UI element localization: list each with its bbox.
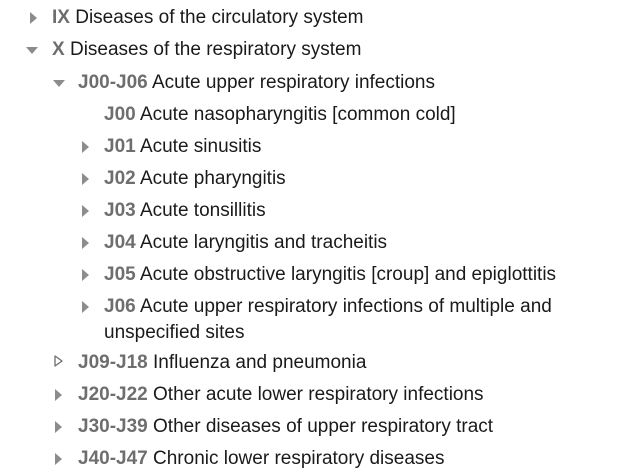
node-label: Diseases of the respiratory system	[69, 39, 362, 60]
node-code: IX	[52, 7, 70, 28]
tree-node-j01[interactable]	[104, 134, 261, 160]
node-label: Acute nasopharyngitis [common cold]	[139, 104, 456, 125]
node-label: Other acute lower respiratory infections	[153, 384, 484, 405]
expand-arrow-outline-icon[interactable]	[54, 355, 63, 367]
node-label: Acute tonsillitis	[139, 200, 266, 221]
expand-arrow-icon[interactable]	[82, 301, 89, 313]
tree-node-group-j30-j39[interactable]	[78, 414, 493, 440]
tree-node-j02[interactable]	[104, 166, 286, 192]
collapse-arrow-icon[interactable]	[26, 47, 38, 54]
expand-arrow-icon[interactable]	[82, 269, 89, 281]
node-code: J01	[104, 136, 136, 157]
expand-arrow-icon[interactable]	[82, 173, 89, 185]
expand-arrow-icon[interactable]	[82, 205, 89, 217]
tree-node-group-j40-j47[interactable]	[78, 446, 444, 472]
node-code: J02	[104, 168, 136, 189]
node-code: X	[52, 39, 65, 60]
node-code: J09-J18	[78, 352, 148, 373]
tree-node-j00[interactable]	[104, 102, 456, 128]
expand-arrow-icon[interactable]	[82, 237, 89, 249]
tree-node-group-j00-j06[interactable]	[78, 70, 435, 96]
node-label: Acute upper respiratory infections of multiple and unspecified sites	[104, 296, 552, 343]
expand-arrow-icon[interactable]	[82, 141, 89, 153]
expand-arrow-icon[interactable]	[55, 453, 62, 465]
node-code: J00-J06	[78, 72, 148, 93]
node-label: Acute upper respiratory infections	[151, 72, 436, 93]
node-label: Acute pharyngitis	[139, 168, 286, 189]
node-code: J30-J39	[78, 416, 148, 437]
tree-node-group-j20-j22[interactable]	[78, 382, 484, 408]
node-label: Influenza and pneumonia	[153, 352, 367, 373]
node-code: J05	[104, 264, 136, 285]
node-code: J03	[104, 200, 136, 221]
tree-node-group-j09-j18[interactable]	[78, 350, 366, 376]
node-label: Diseases of the circulatory system	[75, 7, 364, 28]
node-code: J40-J47	[78, 448, 148, 469]
node-label: Acute sinusitis	[139, 136, 262, 157]
tree-node-chapter-x[interactable]	[52, 37, 361, 63]
tree-node-j05[interactable]	[104, 262, 556, 288]
node-code: J04	[104, 232, 136, 253]
node-label: Other diseases of upper respiratory tract	[153, 416, 494, 437]
tree-node-chapter-ix[interactable]	[52, 5, 364, 31]
tree-node-j04[interactable]	[104, 230, 387, 256]
node-label: Chronic lower respiratory diseases	[153, 448, 445, 469]
tree-node-j06[interactable]	[104, 294, 604, 346]
node-label: Acute laryngitis and tracheitis	[139, 232, 388, 253]
node-code: J06	[104, 296, 136, 317]
collapse-arrow-icon[interactable]	[53, 80, 65, 87]
expand-arrow-icon[interactable]	[55, 389, 62, 401]
tree-node-j03[interactable]	[104, 198, 266, 224]
expand-arrow-icon[interactable]	[55, 421, 62, 433]
expand-arrow-icon[interactable]	[30, 12, 37, 24]
node-code: J20-J22	[78, 384, 148, 405]
node-label: Acute obstructive laryngitis [croup] and epiglottitis	[139, 264, 557, 285]
node-code: J00	[104, 104, 136, 125]
